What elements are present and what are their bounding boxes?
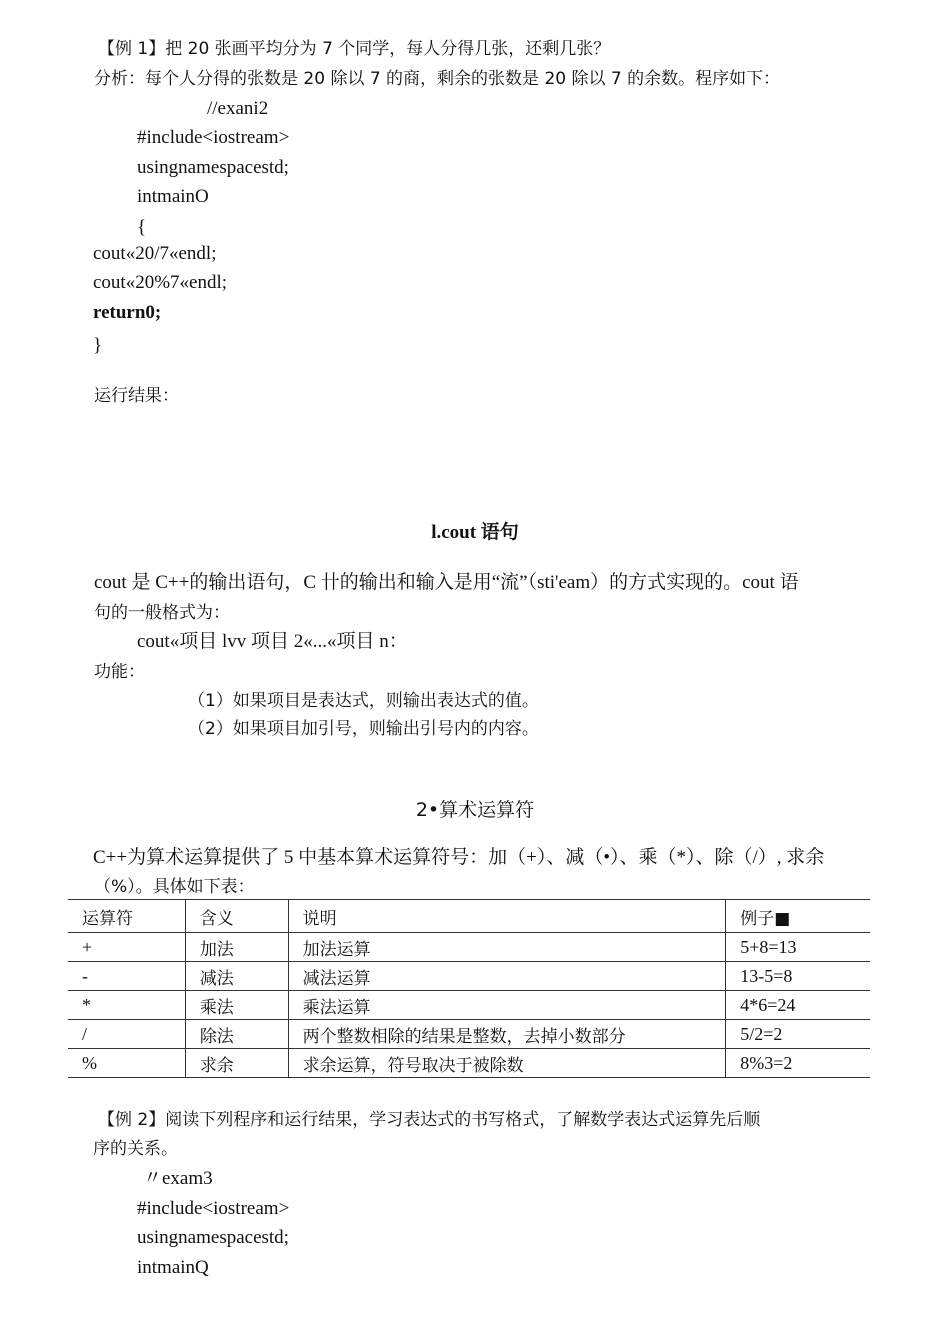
table-cell: / xyxy=(68,1020,185,1049)
table-cell: 加法运算 xyxy=(288,933,726,962)
paragraph-line: C++为算术运算提供了 5 中基本算术运算符号：加（+）、减（•）、乘（*）、除（/）, 求余 xyxy=(93,847,825,868)
table-cell: 4*6=24 xyxy=(726,991,870,1020)
table-cell: 乘法 xyxy=(185,991,288,1020)
code-line: usingnamespacestd; xyxy=(137,1227,289,1248)
example2-title: 【例 2】阅读下列程序和运行结果，学习表达式的书写格式，了解数学表达式运算先后顺 xyxy=(98,1110,761,1130)
paragraph-line: 句的一般格式为： xyxy=(94,603,230,623)
code-line: usingnamespacestd; xyxy=(137,157,289,178)
table-header-row xyxy=(68,900,870,933)
code-line: //exani2 xyxy=(207,98,269,119)
table-cell: 加法 xyxy=(185,933,288,962)
table-header-cell: 运算符 xyxy=(68,900,185,933)
code-line: return0; xyxy=(93,302,162,323)
table-cell: 减法运算 xyxy=(288,962,726,991)
table-cell: 5+8=13 xyxy=(726,933,870,962)
table-cell: 乘法运算 xyxy=(288,991,726,1020)
table-row xyxy=(68,991,870,1020)
table-cell: + xyxy=(68,933,185,962)
table-cell: 减法 xyxy=(185,962,288,991)
table-cell: * xyxy=(68,991,185,1020)
table-cell: 求余运算，符号取决于被除数 xyxy=(288,1049,726,1078)
table-cell: 两个整数相除的结果是整数，去掉小数部分 xyxy=(288,1020,726,1049)
code-line: } xyxy=(93,335,103,356)
function-item: （1）如果项目是表达式，则输出表达式的值。 xyxy=(188,691,539,711)
code-line: cout«20%7«endl; xyxy=(93,272,228,293)
table-row xyxy=(68,1020,870,1049)
format-line: cout«项目 lvv 项目 2«...«项目 n： xyxy=(137,631,408,652)
example1-title: 【例 1】把 20 张画平均分为 7 个同学，每人分得几张，还剩几张？ xyxy=(98,39,611,59)
table-cell: 8%3=2 xyxy=(726,1049,870,1078)
table-row xyxy=(68,933,870,962)
code-line: #include<iostream> xyxy=(137,127,290,148)
table-cell: 除法 xyxy=(185,1020,288,1049)
section-heading-text: l.cout 语句 xyxy=(431,522,519,543)
function-item: （2）如果项目加引号，则输出引号内的内容。 xyxy=(188,719,539,739)
code-line: intmainQ xyxy=(137,1257,209,1278)
code-line: #include<iostream> xyxy=(137,1198,290,1219)
table-cell: 13-5=8 xyxy=(726,962,870,991)
example2-title: 序的关系。 xyxy=(93,1139,178,1159)
table-row xyxy=(68,962,870,991)
table-cell: - xyxy=(68,962,185,991)
run-result-label: 运行结果： xyxy=(94,386,179,406)
code-line: cout«20/7«endl; xyxy=(93,243,217,264)
paragraph-line: （%）。具体如下表： xyxy=(94,877,255,897)
function-label: 功能： xyxy=(94,662,145,682)
code-line: 〃exam3 xyxy=(143,1168,213,1189)
code-line: { xyxy=(137,217,147,238)
code-line: intmainO xyxy=(137,186,209,207)
paragraph-line: cout 是 C++的输出语句，C 卄的输出和输入是用“流”（sti'eam）的方式实现的。cout 语 xyxy=(94,572,799,593)
example1-analysis: 分析：每个人分得的张数是 20 除以 7 的商，剩余的张数是 20 除以 7 的余数。程序如下： xyxy=(94,69,781,89)
table-cell: 求余 xyxy=(185,1049,288,1078)
table-header-cell: 说明 xyxy=(288,900,726,933)
table-row xyxy=(68,1049,870,1078)
section-heading xyxy=(0,521,950,545)
operator-table xyxy=(68,899,870,1078)
section-heading: 2•算术运算符 xyxy=(415,799,535,821)
table-header-cell: 含义 xyxy=(185,900,288,933)
table-cell: % xyxy=(68,1049,185,1078)
table-header-cell: 例子■ xyxy=(726,900,870,933)
table-cell: 5/2=2 xyxy=(726,1020,870,1049)
